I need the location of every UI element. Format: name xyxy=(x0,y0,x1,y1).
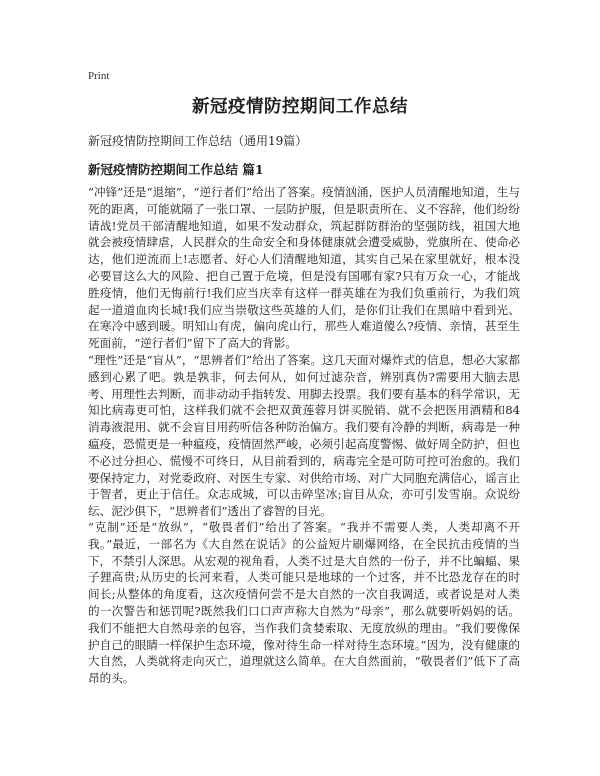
paragraph-1: “冲锋”还是“退缩”，“逆行者们”给出了答案。疫情汹涌，医护人员清醒地知道，生与死的距离，可能就隔了一张口罩、一层防护服，但是职责所在、义不容辞，他们纷纷请战!党员干部清醒地知道，如果不发动群众，筑起群防群治的坚强防线，祖国大地就会被疫情肆虐，人民群众的生命安全和身体健康就会遭受威胁，党旗所在、使命必达，他们逆流而上!志愿者、好心人们清醒地知道，其实自己呆在家里就好，根本没必要冒这么大的风险、把自己置于危境，但是没有国哪有家?只有万众一心，才能战胜疫情，他们无悔前行!我们应当庆幸有这样一群英雄在为我们负重前行，为我们筑起一道道血肉长城!我们应当崇敬这些英雄的人们，是你们让我们在黑暗中看到光、在寒冷中感到暖。明知山有虎，偏向虎山行，那些人难道傻么?疫情、亲情，甚至生死面前，“逆行者们”留下了高大的背影。 xyxy=(88,185,520,351)
page-title: 新冠疫情防控期间工作总结 xyxy=(192,97,408,117)
print-label: Print xyxy=(88,70,110,82)
paragraph-3: “克制”还是“放纵”，“敬畏者们”给出了答案。“我并不需要人类，人类却离不开我。”最近，一部名为《大自然在说话》的公益短片刷爆网络，在全民抗击疫情的当下，不禁引人深思。从宏观的视角看，人类不过是大自然的一份子，并不比蝙蝠、果子狸高贵;从历史的长河来看，人类可能只是地球的一个过客，并不比恐龙存在的时间长;从整体的角度看，这次疫情何尝不是大自然的一次自我调适，或者说是对人类的一次警告和惩罚呢?既然我们口口声声称大自然为“母亲”，那么就要听妈妈的话。我们不能把大自然母亲的包容，当作我们贪婪索取、无度放纵的理由。“我们要像保护自己的眼睛一样保护生态环境，像对待生命一样对待生态环境。”因为，没有健康的大自然，人类就将走向灭亡，道理就这么简单。在大自然面前，“敬畏者们”低下了高昂的头。 xyxy=(88,520,520,686)
document-subtitle: 新冠疫情防控期间工作总结（通用19篇） xyxy=(88,134,308,148)
paragraph-2: “理性”还是“盲从”，“思辨者们”给出了答案。这几天面对爆炸式的信息，想必大家都感到心累了吧。孰是孰非，何去何从，如何过滤杂音，辨别真伪?需要用大脑去思考、用理性去判断，而非动动手指转发、用脚去投票。我们要有基本的科学常识，无知比病毒更可怕，这样我们就不会把双黄莲蓉月饼买脱销、就不会把医用酒精和84消毒液混用、就不会盲目用药听信各种防治偏方。我们要有冷静的判断，病毒是一种瘟疫，恐慌更是一种瘟疫，疫情固然严峻，必须引起高度警惕、做好周全防护，但也不必过分担心、慌慢不可终日，从目前看到的，病毒完全是可防可控可治愈的。我们要保持定力，对党委政府、对医生专家、对供给市场、对广大同胞充满信心，谣言止于智者，更止于信任。众志成城，可以击碎坚冰;盲目从众，亦可引发雪崩。众说纷纭、泥沙俱下，“思辨者们”透出了睿智的目光。 xyxy=(88,353,520,519)
section-heading: 新冠疫情防控期间工作总结 篇1 xyxy=(88,162,264,177)
